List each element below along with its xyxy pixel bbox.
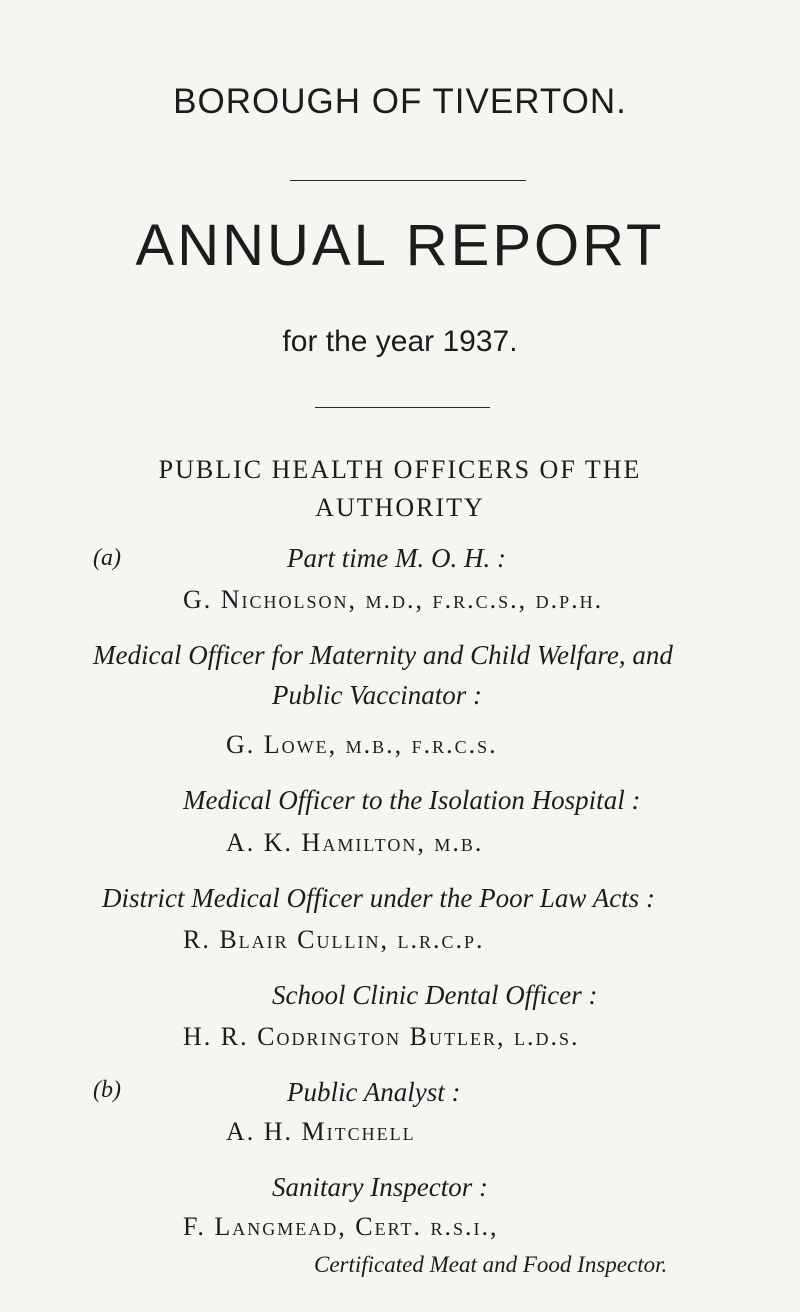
officer-role: Medical Officer for Maternity and Child Welfare, and bbox=[93, 640, 673, 670]
officer-name: F. Langmead, Cert. r.s.i., bbox=[183, 1212, 499, 1241]
title-divider-top bbox=[290, 180, 526, 181]
section-heading-line2: AUTHORITY bbox=[315, 493, 485, 522]
report-year: for the year 1937. bbox=[282, 325, 518, 358]
officer-role: Public Analyst : bbox=[287, 1077, 461, 1107]
officer-role-continued: Public Vaccinator : bbox=[272, 680, 482, 710]
officer-name: G. Lowe, m.b., f.r.c.s. bbox=[226, 730, 498, 759]
officer-role: Medical Officer to the Isolation Hospital : bbox=[183, 785, 641, 815]
officer-name: A. K. Hamilton, m.b. bbox=[226, 828, 484, 857]
officer-role: Part time M. O. H. : bbox=[287, 543, 506, 573]
section-heading-line1: PUBLIC HEALTH OFFICERS OF THE bbox=[158, 455, 642, 484]
officer-name: G. Nicholson, m.d., f.r.c.s., d.p.h. bbox=[183, 585, 604, 614]
group-marker-a: (a) bbox=[93, 545, 121, 571]
officer-role: School Clinic Dental Officer : bbox=[272, 980, 598, 1010]
title-divider-bottom bbox=[315, 407, 490, 408]
group-marker-b: (b) bbox=[93, 1077, 121, 1103]
officer-name: R. Blair Cullin, l.r.c.p. bbox=[183, 925, 485, 954]
officer-name: H. R. Codrington Butler, l.d.s. bbox=[183, 1022, 580, 1051]
report-title: ANNUAL REPORT bbox=[135, 213, 665, 278]
officer-role: District Medical Officer under the Poor Law Acts : bbox=[102, 883, 655, 913]
officer-role: Sanitary Inspector : bbox=[272, 1172, 488, 1202]
officer-name: A. H. Mitchell bbox=[226, 1117, 416, 1146]
borough-title: BOROUGH OF TIVERTON. bbox=[173, 82, 627, 121]
officer-qualification-note: Certificated Meat and Food Inspector. bbox=[314, 1252, 668, 1277]
